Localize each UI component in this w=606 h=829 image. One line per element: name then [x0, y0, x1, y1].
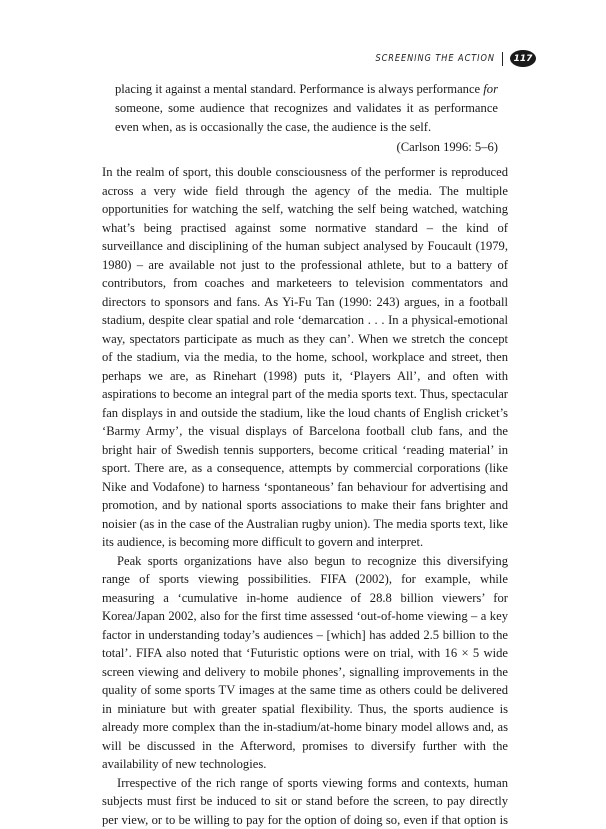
running-head: SCREENING THE ACTION — [375, 53, 495, 64]
header-divider — [502, 52, 504, 66]
quote-citation: (Carlson 1996: 5–6) — [115, 138, 498, 157]
page-header — [356, 50, 536, 67]
block-quote-text — [115, 80, 498, 138]
body-text — [102, 163, 508, 829]
quote-text-part2: someone, some audience that recognizes and validates it as performance even when, as is occasionally the case, the audience is the self. — [115, 101, 498, 134]
quote-emphasis: for — [483, 82, 498, 96]
block-quote — [115, 80, 498, 157]
quote-text-part1: placing it against a mental standard. Performance is always performance — [115, 82, 483, 96]
page-number: 117 — [510, 50, 536, 67]
paragraph: In the realm of sport, this double consciousness of the performer is reproduced across a very wide field through the agency of the media. The multiple opportunities for watching the self, watching the self being watched, watching what’s being practised against some normative standard – the kind of surveillance and disciplining of the human subject analysed by Foucault (1979, 1980) – are available not just to the professional athlete, but to a battery of contributors, from coaches and marketeers to television commentators and directors to sponsors and fans. As Yi-Fu Tan (1990: 243) argues, in a football stadium, despite clear spatial and role ‘demarcation . . . In a physical-emotional way, spectators participate as much as they can’. When we stretch the concept of the stadium, via the media, to the home, school, workplace and street, then perhaps we are, as Rinehart (1998) puts it, ‘Players All’, and often with aspirations to become an integral part of the media sports text. Thus, spectacular fan displays in and outside the stadium, like the loud chants of English cricket’s ‘Barmy Army’, the visual displays of Barcelona football club fans, and the bright hair of Swedish tennis supporters, become critical ‘reading material’ in sport. There are, as a consequence, attempts by commercial corporations (like Nike and Vodafone) to harness ‘spontaneous’ fan behaviour for advertising and promotion, and by national sports associations to make their fans brighter and noisier (as in the case of the Australian rugby union). The media sports text, like its audience, is becoming more difficult to govern and interpret. — [102, 163, 508, 552]
paragraph: Peak sports organizations have also begun to recognize this diversifying range of sports viewing possibilities. FIFA (2002), for example, while measuring a ‘cumulative in-home audience of 28.8 billion viewers’ for Korea/Japan 2002, also for the first time assessed ‘out-of-home viewing – a key factor in understanding today’s audiences – [which] has added 2.5 billion to the total’. FIFA also noted that ‘Futuristic options were on trial, with 16 × 5 wide screen viewing and delivery to mobile phones’, signalling improvements in the quality of some sports TV images at the same time as others could be delivered in miniature but with greater spatial flexibility. Thus, the sports audience is already more complex than the in-stadium/at-home binary model allows and, as will be discussed in the Afterword, promises to diversify further with the availability of new technologies. — [102, 552, 508, 774]
paragraph: Irrespective of the rich range of sports viewing forms and contexts, human subjects must first be induced to sit or stand before the screen, to pay directly per view, or to be willing to pay for the option of doing so, even if that option is — [102, 774, 508, 829]
